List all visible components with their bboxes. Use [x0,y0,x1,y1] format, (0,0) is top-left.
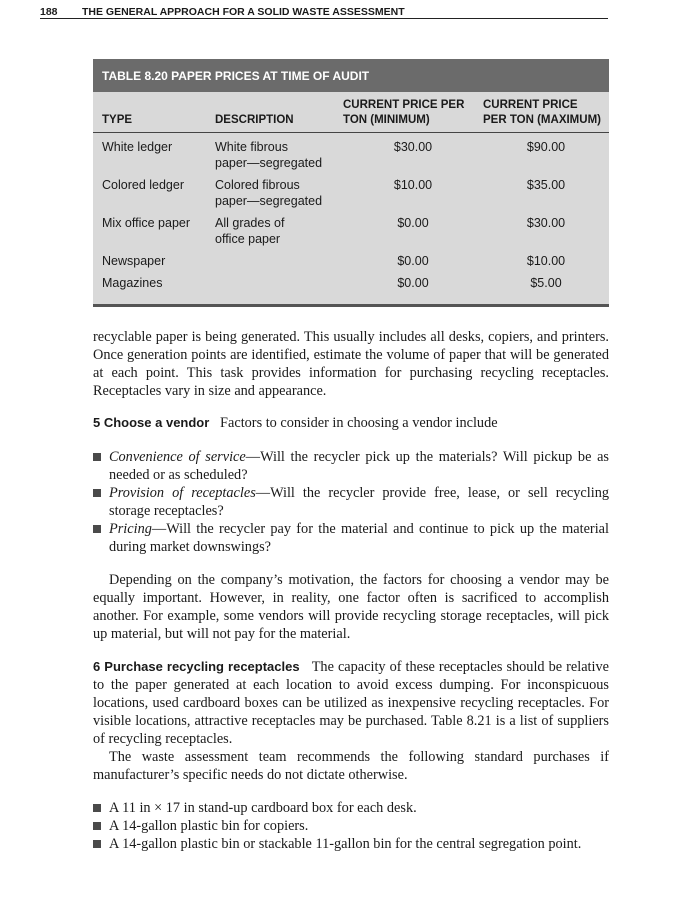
step-5-text: Factors to consider in choosing a vendor include [220,415,498,431]
cell-description: All grades of office paper [215,216,285,246]
cell-price-max: $30.00 [526,216,566,230]
bullet-square-icon [93,840,101,848]
purchase-list [93,799,609,853]
step-5-heading: 5 Choose a vendor [93,415,210,430]
list-item: A 11 in × 17 in stand-up cardboard box for each desk. [93,799,609,817]
cell-price-min: $10.00 [393,178,433,192]
list-item: Convenience of service—Will the recycler pick up the materials? Will pickup be as needed or as scheduled? [93,448,609,484]
table-title: TABLE 8.20 PAPER PRICES AT TIME OF AUDIT [93,59,609,92]
bullet-square-icon [93,822,101,830]
page-number: 188 [40,6,58,18]
cell-type: White ledger [102,140,173,154]
cell-description: White fibrous paper—segregated [215,140,323,170]
running-head [40,6,608,19]
vendor-factor-list [93,448,609,556]
cell-price-min: $0.00 [397,276,429,290]
table-row [93,253,609,275]
table-row [93,275,609,297]
cell-type: Magazines [102,276,163,290]
price-table-grid [93,92,609,297]
cell-description [215,275,343,297]
cell-type: Newspaper [102,254,166,268]
bullet-square-icon [93,525,101,533]
paragraph-continued: recyclable paper is being generated. This usually includes all desks, copiers, and printers. Once generation points are identified, estimate the volume of paper that will be generated at each point. This task provides information for purchasing recycling receptacles. Receptacles vary in size and appearance. [93,329,609,399]
motivation-paragraph: Depending on the company’s motivation, the factors for choosing a vendor may be equally important. However, in reality, one factor often is sacrificed to accomplish another. For example, some vendors will provide recycling storage receptacles, will pick up material, but will not pay for the material. [93,572,609,642]
price-table [93,59,609,307]
step-6-paragraph [93,658,609,784]
table-header-row [93,92,609,133]
table-row [93,177,609,215]
cell-price-max: $10.00 [526,254,566,268]
cell-description [215,253,343,275]
step-5-paragraph [93,414,609,432]
cell-price-max: $5.00 [530,276,562,290]
recommendation-paragraph: The waste assessment team recommends the following standard purchases if manufacturer’s specific needs do not dictate otherwise. [93,749,609,783]
step-6-heading: 6 Purchase recycling receptacles [93,659,300,674]
cell-price-max: $35.00 [526,178,566,192]
step-6-text: The capacity of these receptacles should be relative to the paper generated at each location to avoid excess dumping. For inconspicuous locations, used cardboard boxes can be utilized as inexpensive recycling receptacles. For visible locations, attractive receptacles may be purchased. Table 8.21 is a list of suppliers of recycling receptacles. [93,659,609,747]
cell-price-min: $0.00 [397,216,429,230]
cell-type: Mix office paper [102,216,191,230]
header-type: TYPE [93,92,215,133]
list-item: Provision of receptacles—Will the recycler provide free, lease, or sell recycling storage receptacles? [93,484,609,520]
header-price-min: CURRENT PRICE PER TON (MINIMUM) [343,92,483,133]
cell-price-max: $90.00 [526,140,566,154]
list-item: Pricing—Will the recycler pay for the material and continue to pick up the material during market downswings? [93,520,609,556]
running-head-title: THE GENERAL APPROACH FOR A SOLID WASTE ASSESSMENT [82,6,405,18]
bullet-square-icon [93,489,101,497]
bullet-square-icon [93,453,101,461]
header-description: DESCRIPTION [215,92,343,133]
cell-type: Colored ledger [102,178,184,192]
list-item: A 14-gallon plastic bin or stackable 11-gallon bin for the central segregation point. [93,835,609,853]
header-price-max: CURRENT PRICE PER TON (MAXIMUM) [483,92,609,133]
bullet-square-icon [93,804,101,812]
cell-price-min: $30.00 [393,140,433,154]
table-row [93,215,609,253]
cell-price-min: $0.00 [397,254,429,268]
list-item: A 14-gallon plastic bin for copiers. [93,817,609,835]
cell-description: Colored fibrous paper—segregated [215,178,323,208]
table-row [93,133,609,178]
